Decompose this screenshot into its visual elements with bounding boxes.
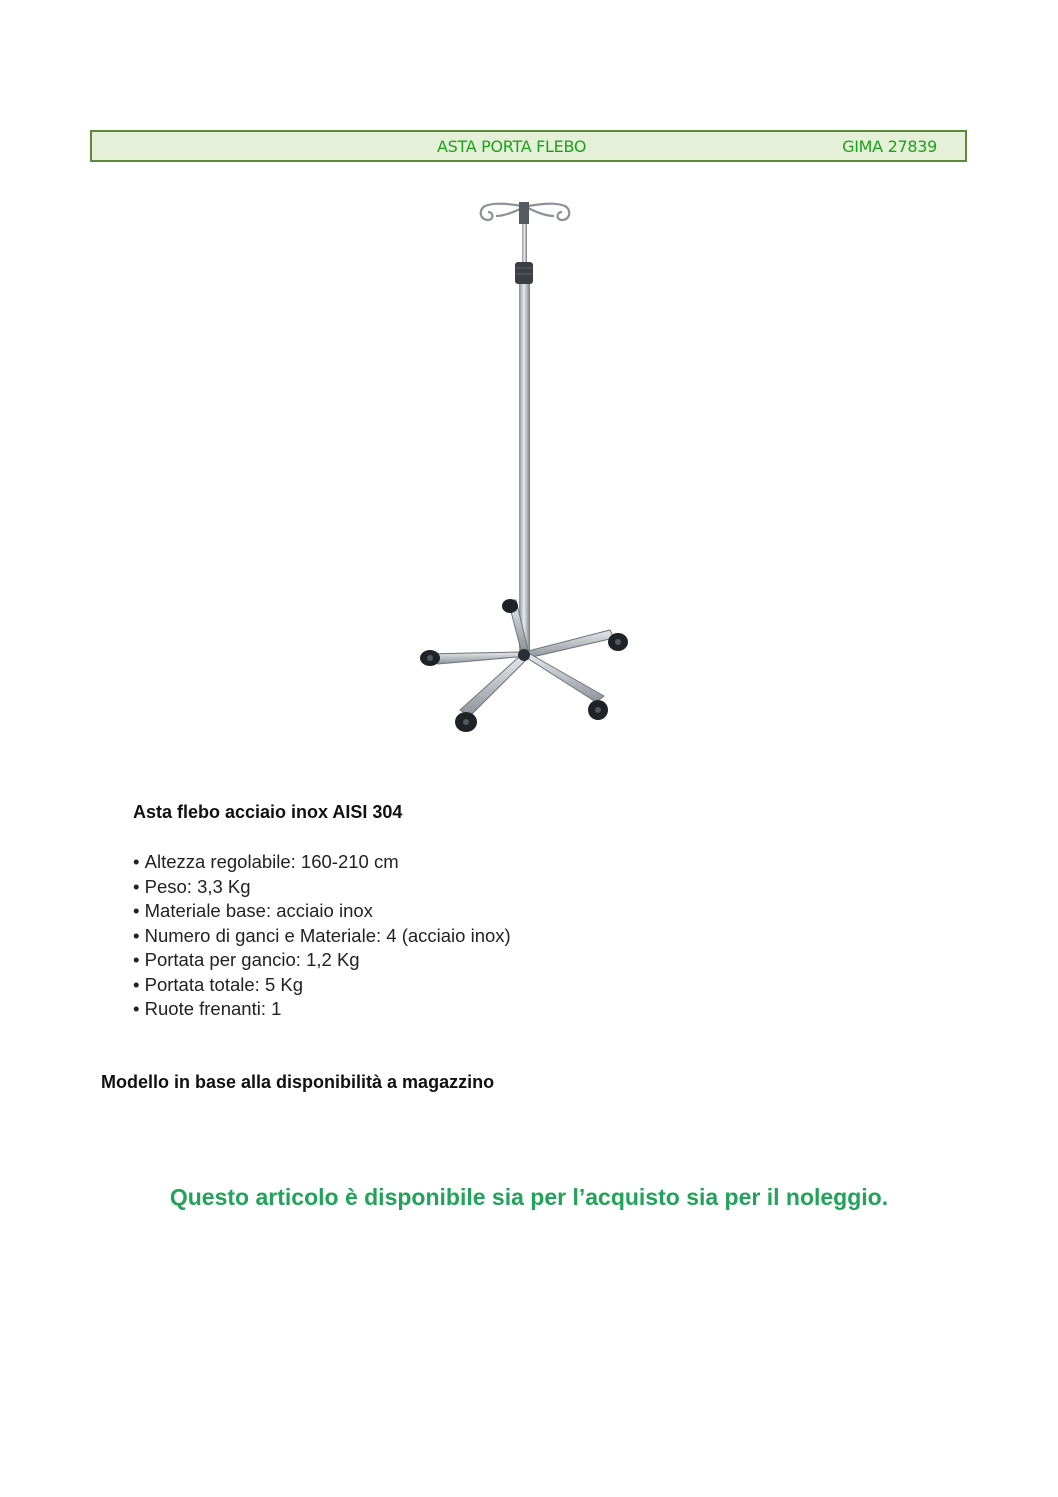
spec-item: • Portata per gancio: 1,2 Kg	[133, 948, 511, 973]
base-hub	[518, 649, 530, 661]
spec-list	[133, 850, 511, 1022]
availability-note: Modello in base alla disponibilità a magazzino	[101, 1072, 495, 1092]
spec-item: • Altezza regolabile: 160-210 cm	[133, 850, 511, 875]
spec-item: • Materiale base: acciaio inox	[133, 899, 511, 924]
main-pole	[519, 284, 530, 654]
product-name: Asta flebo acciaio inox AISI 304	[133, 802, 403, 822]
purchase-rent-note: Questo articolo è disponibile sia per l’acquisto sia per il noleggio.	[169, 1184, 889, 1210]
header-title: ASTA PORTA FLEBO	[437, 137, 587, 156]
spec-item: • Peso: 3,3 Kg	[133, 875, 511, 900]
upper-pole	[522, 224, 527, 264]
hook-hub	[519, 202, 529, 224]
product-code: GIMA 27839	[842, 137, 937, 156]
spec-item: • Portata totale: 5 Kg	[133, 973, 511, 998]
height-knob	[515, 262, 533, 284]
spec-item: • Numero di ganci e Materiale: 4 (acciaio inox)	[133, 924, 511, 949]
spec-item: • Ruote frenanti: 1	[133, 997, 511, 1022]
iv-pole-stand-icon	[400, 190, 660, 750]
header-bar	[90, 130, 967, 162]
